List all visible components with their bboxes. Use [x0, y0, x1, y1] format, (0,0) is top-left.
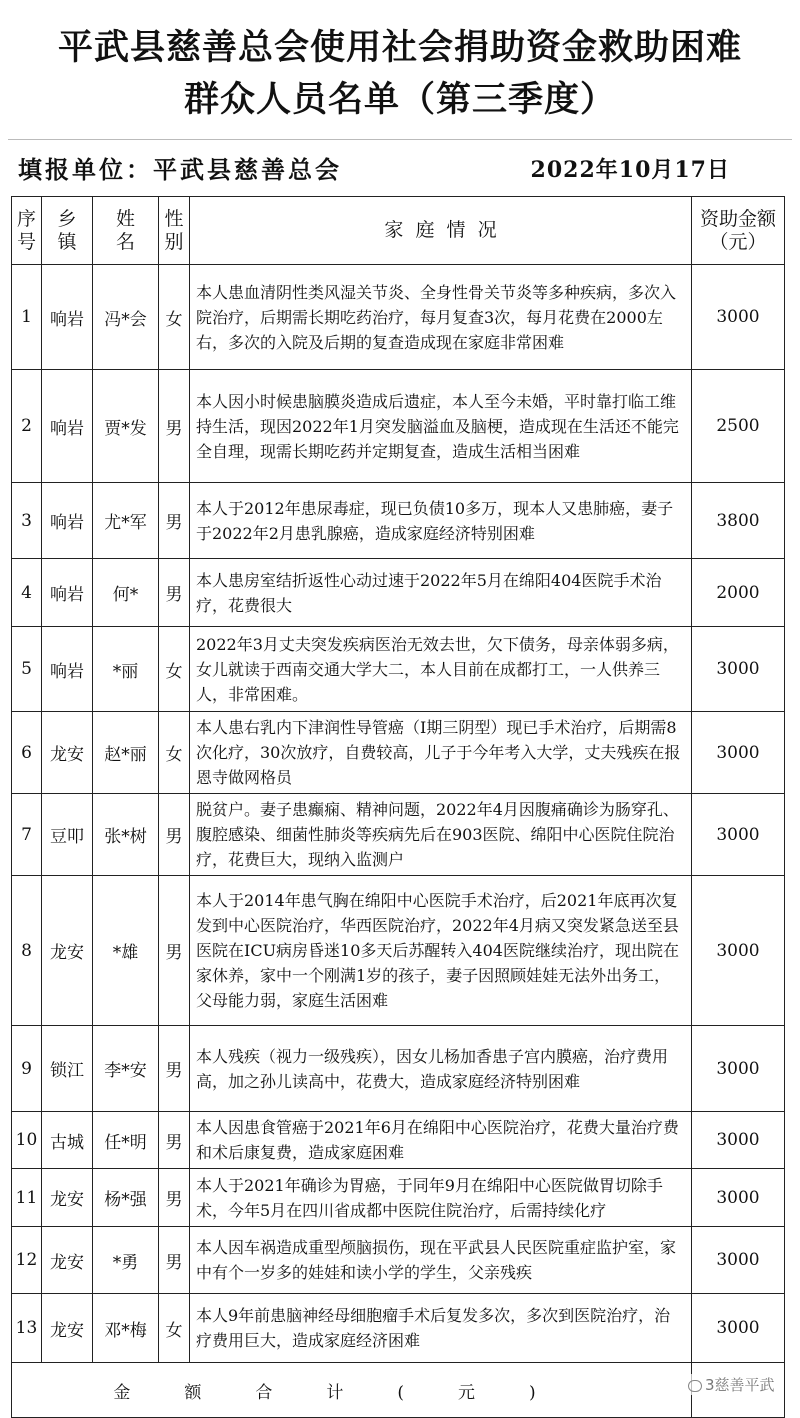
row-family-situation: 本人患右乳内下津润性导管癌（I期三阴型）现已手术治疗，后期需8次化疗，30次放疗，自费较高，儿子于今年考入大学，丈夫残疾在报恩寺做网格员: [190, 712, 692, 794]
row-family-situation: 本人于2014年患气胸在绵阳中心医院手术治疗，后2021年底再次复发到中心医院治疗，华西医院治疗，2022年4月病又突发紧急送至县医院在ICU病房昏迷10多天后苏醒转入404医院继续治疗，现出院在家休养，家中一个刚满1岁的孩子，妻子因照顾娃娃无法外出务工，父母能力弱，家庭生活困难: [190, 876, 692, 1026]
table-row: [12, 794, 785, 876]
row-amount: 3000: [692, 1169, 785, 1227]
row-name: 邓*梅: [93, 1294, 159, 1363]
row-name: 冯*会: [93, 265, 159, 370]
row-gender: 男: [159, 794, 190, 876]
row-gender: 男: [159, 876, 190, 1026]
row-amount: 3000: [692, 1112, 785, 1169]
wechat-watermark: [688, 1374, 775, 1395]
row-amount: 3000: [692, 876, 785, 1026]
total-label: 金额合计(元): [12, 1363, 692, 1418]
row-town: 响岩: [42, 370, 93, 483]
header-no: 序 号: [12, 197, 42, 265]
total-row: [12, 1363, 785, 1418]
table-row: [12, 1112, 785, 1169]
row-gender: 女: [159, 627, 190, 712]
row-number: 9: [12, 1026, 42, 1112]
wechat-icon: [688, 1380, 702, 1392]
title-divider: [8, 139, 792, 140]
table-row: [12, 712, 785, 794]
row-amount: 3000: [692, 712, 785, 794]
row-town: 锁江: [42, 1026, 93, 1112]
row-gender: 女: [159, 1294, 190, 1363]
row-number: 5: [12, 627, 42, 712]
row-number: 4: [12, 559, 42, 627]
row-gender: 男: [159, 1112, 190, 1169]
table-row: [12, 876, 785, 1026]
row-number: 8: [12, 876, 42, 1026]
table-row: [12, 1294, 785, 1363]
row-amount: 2500: [692, 370, 785, 483]
row-family-situation: 本人因车祸造成重型颅脑损伤，现在平武县人民医院重症监护室，家中有个一岁多的娃娃和读小学的学生，父亲残疾: [190, 1227, 692, 1294]
header-name: 姓 名: [93, 197, 159, 265]
row-name: *丽: [93, 627, 159, 712]
row-name: 李*安: [93, 1026, 159, 1112]
header-gender: 性 别: [159, 197, 190, 265]
row-family-situation: 本人因小时候患脑膜炎造成后遗症，本人至今未婚，平时靠打临工维持生活，现因2022年1月突发脑溢血及脑梗，造成现在生活还不能完全自理，现需长期吃药并定期复查，造成生活相当困难: [190, 370, 692, 483]
row-name: 何*: [93, 559, 159, 627]
report-date: 2022年10月17日: [530, 157, 730, 183]
reporting-unit: 填报单位：平武县慈善总会: [18, 155, 342, 184]
row-gender: 男: [159, 559, 190, 627]
table-row: [12, 559, 785, 627]
table-row: [12, 1026, 785, 1112]
row-town: 龙安: [42, 712, 93, 794]
row-number: 7: [12, 794, 42, 876]
row-town: 龙安: [42, 1169, 93, 1227]
row-family-situation: 本人9年前患脑神经母细胞瘤手术后复发多次，多次到医院治疗，治疗费用巨大，造成家庭经济困难: [190, 1294, 692, 1363]
row-name: *勇: [93, 1227, 159, 1294]
table-row: [12, 483, 785, 559]
row-number: 11: [12, 1169, 42, 1227]
row-gender: 男: [159, 370, 190, 483]
row-amount: 3000: [692, 1294, 785, 1363]
row-number: 6: [12, 712, 42, 794]
header-row: [12, 197, 785, 265]
table-body: [12, 265, 785, 1363]
row-family-situation: 本人残疾（视力一级残疾），因女儿杨加香患子宫内膜癌，治疗费用高，加之孙儿读高中，花费大，造成家庭经济特别困难: [190, 1026, 692, 1112]
row-amount: 3000: [692, 265, 785, 370]
row-amount: 3000: [692, 1227, 785, 1294]
row-name: 贾*发: [93, 370, 159, 483]
table-row: [12, 265, 785, 370]
row-gender: 男: [159, 483, 190, 559]
table-row: [12, 1227, 785, 1294]
row-name: *雄: [93, 876, 159, 1026]
row-gender: 女: [159, 712, 190, 794]
row-number: 10: [12, 1112, 42, 1169]
row-town: 龙安: [42, 1294, 93, 1363]
row-gender: 男: [159, 1169, 190, 1227]
header-town: 乡 镇: [42, 197, 93, 265]
row-town: 龙安: [42, 1227, 93, 1294]
row-amount: 3000: [692, 794, 785, 876]
row-town: 响岩: [42, 559, 93, 627]
table-row: [12, 370, 785, 483]
row-gender: 男: [159, 1227, 190, 1294]
row-town: 豆叩: [42, 794, 93, 876]
row-name: 张*树: [93, 794, 159, 876]
title-line-2: 群众人员名单（第三季度）: [183, 80, 616, 120]
document-title: [0, 22, 800, 126]
row-town: 古城: [42, 1112, 93, 1169]
row-number: 2: [12, 370, 42, 483]
row-town: 响岩: [42, 265, 93, 370]
row-name: 赵*丽: [93, 712, 159, 794]
watermark-text: 3慈善平武: [705, 1376, 775, 1394]
row-amount: 2000: [692, 559, 785, 627]
row-family-situation: 2022年3月丈夫突发疾病医治无效去世，欠下债务，母亲体弱多病，女儿就读于西南交通大学大二，本人目前在成都打工，一人供养三人，非常困难。: [190, 627, 692, 712]
row-family-situation: 本人于2021年确诊为胃癌，于同年9月在绵阳中心医院做胃切除手术，今年5月在四川省成都中医院住院治疗，后需持续化疗: [190, 1169, 692, 1227]
row-family-situation: 本人于2012年患尿毒症，现已负债10多万，现本人又患肺癌，妻子于2022年2月患乳腺癌，造成家庭经济特别困难: [190, 483, 692, 559]
table-row: [12, 627, 785, 712]
row-town: 响岩: [42, 627, 93, 712]
row-number: 12: [12, 1227, 42, 1294]
row-town: 龙安: [42, 876, 93, 1026]
row-family-situation: 本人因患食管癌于2021年6月在绵阳中心医院治疗，花费大量治疗费和术后康复费，造成家庭困难: [190, 1112, 692, 1169]
row-name: 杨*强: [93, 1169, 159, 1227]
header-family-situation: 家 庭 情 况: [190, 197, 692, 265]
row-family-situation: 脱贫户。妻子患癫痫、精神问题，2022年4月因腹痛确诊为肠穿孔、腹腔感染、细菌性肺炎等疾病先后在903医院、绵阳中心医院住院治疗，花费巨大，现纳入监测户: [190, 794, 692, 876]
row-name: 尤*军: [93, 483, 159, 559]
row-gender: 女: [159, 265, 190, 370]
row-amount: 3000: [692, 627, 785, 712]
row-town: 响岩: [42, 483, 93, 559]
row-family-situation: 本人患房室结折返性心动过速于2022年5月在绵阳404医院手术治疗，花费很大: [190, 559, 692, 627]
row-amount: 3800: [692, 483, 785, 559]
row-number: 1: [12, 265, 42, 370]
row-name: 任*明: [93, 1112, 159, 1169]
header-amount: 资助金额 （元）: [692, 197, 785, 265]
table-row: [12, 1169, 785, 1227]
title-line-1: 平武县慈善总会使用社会捐助资金救助困难: [57, 28, 742, 68]
row-amount: 3000: [692, 1026, 785, 1112]
row-number: 13: [12, 1294, 42, 1363]
row-family-situation: 本人患血清阴性类风湿关节炎、全身性骨关节炎等多种疾病，多次入院治疗，后期需长期吃药治疗，每月复查3次，每月花费在2000左右，多次的入院及后期的复查造成现在家庭非常困难: [190, 265, 692, 370]
row-gender: 男: [159, 1026, 190, 1112]
aid-recipient-table: [11, 196, 785, 1418]
row-number: 3: [12, 483, 42, 559]
